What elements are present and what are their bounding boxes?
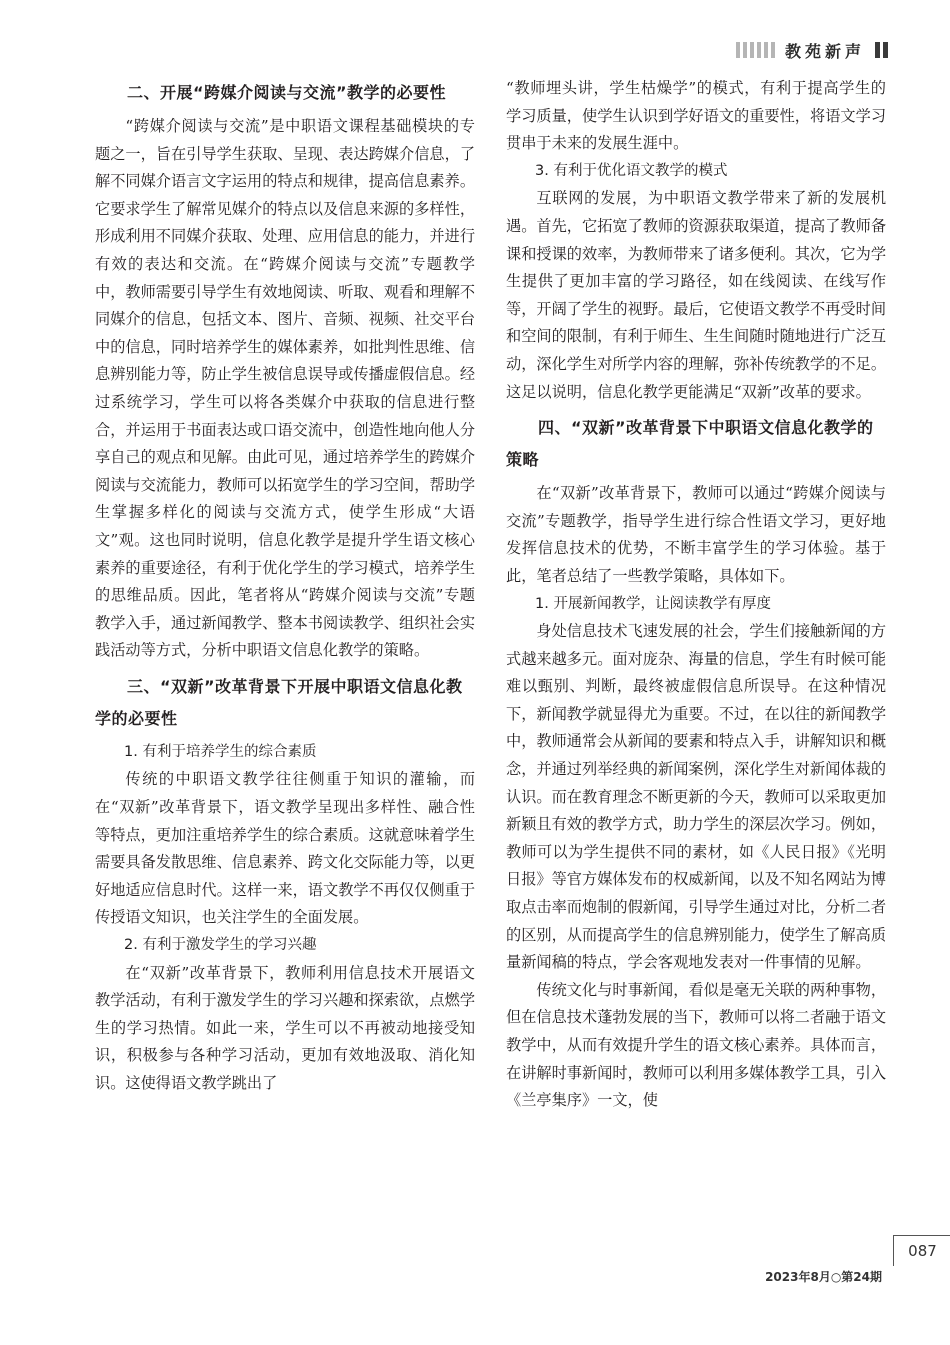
subheading: 1. 有利于培养学生的综合素质 — [124, 743, 317, 760]
header-left-bars — [736, 42, 775, 58]
subheading: 2. 有利于激发学生的学习兴趣 — [124, 937, 317, 954]
paragraph: 在“双新”改革背景下，教师可以通过“跨媒介阅读与交流”专题教学，指导学生进行综合性语文学习，更好地发挥信息技术的优势，不断丰富学生的学习体验。基于此，笔者总结了一些教学策略，具体如下。 — [506, 484, 886, 585]
section-title: 教苑新声 — [784, 41, 865, 61]
paragraph: 传统文化与时事新闻，看似是毫无关联的两种事物，但在信息技术蓬勃发展的当下，教师可以将二者融于语文教学中，从而有效提升学生的语文核心素养。具体而言，在讲解时事新闻时，教师可以利用多媒体教学工具，引入《兰亭集序》一文，使 — [506, 980, 886, 1110]
subheading: 3. 有利于优化语文教学的模式 — [535, 162, 728, 179]
paragraph: “教师埋头讲，学生枯燥学”的模式，有利于提高学生的学习质量，使学生认识到学好语文的重要性，将语文学习贯串于未来的发展生涯中。 — [506, 79, 886, 153]
paragraph: “跨媒介阅读与交流”是中职语文课程基础模块的专题之一，旨在引导学生获取、呈现、表达跨媒介信息，了解不同媒介语言文字运用的特点和规律，提高信息素养。它要求学生了解常见媒介的特点以及信息来源的多样性，形成利用不同媒介获取、处理、应用信息的能力，并进行有效的表达和交流。在“跨媒介阅读与交流”专题教学中，教师需要引导学生有效地阅读、听取、观看和理解不同媒介的信息，包括文本、图片、音频、视频、社交平台中的信息，同时培养学生的媒体素养，如批判性思维、信息辨别能力等，防止学生被信息误导或传播虚假信息。经过系统学习，学生可以将各类媒介中获取的信息进行整合，并运用于书面表达或口语交流中，创造性地向他人分享自己的观点和见解。由此可见，通过培养学生的跨媒介阅读与交流能力，教师可以拓宽学生的学习空间，帮助学生掌握多样化的阅读与交流方式，使学生形成“大语文”观。这也同时说明，信息化教学是提升学生语文核心素养的重要途径，有利于优化学生的学习模式，培养学生的思维品质。因此，笔者将从“跨媒介阅读与交流”专题教学入手，通过新闻教学、整本书阅读教学、组织社会实践活动等方式，分析中职语文信息化教学的策略。 — [95, 117, 475, 660]
paragraph: 传统的中职语文教学往往侧重于知识的灌输，而在“双新”改革背景下，语文教学呈现出多样性、融合性等特点，更加注重培养学生的综合素质。这就意味着学生需要具备发散思维、信息素养、跨文化交际能力等，以更好地适应信息时代。这样一来，语文教学不再仅仅侧重于传授语文知识，也关注学生的全面发展。 — [95, 770, 475, 927]
heading-section-2: 二、开展“跨媒介阅读与交流”教学的必要性 — [127, 83, 447, 102]
paragraph: 身处信息技术飞速发展的社会，学生们接触新闻的方式越来越多元。面对庞杂、海量的信息，学生有时候可能难以甄别、判断，最终被虚假信息所误导。在这种情况下，新闻教学就显得尤为重要。不过，在以往的新闻教学中，教师通常会从新闻的要素和特点入手，讲解知识和概念，并通过列举经典的新闻案例，深化学生对新闻体裁的认识。而在教育理念不断更新的今天，教师可以采取更加新颖且有效的教学方式，助力学生的深层次学习。例如，教师可以为学生提供不同的素材，如《人民日报》《光明日报》等官方媒体发布的权威新闻，以及不知名网站为博取点击率而炮制的假新闻，引导学生通过对比，分析二者的区别，从而提高学生的信息辨别能力，使学生了解高质量新闻稿的特点，学会客观地发表对一件事情的见解。 — [506, 622, 886, 972]
left-column — [95, 75, 475, 1098]
paragraph: 互联网的发展，为中职语文教学带来了新的发展机遇。首先，它拓宽了教师的资源获取渠道，提高了教师备课和授课的效率，为教师带来了诸多便利。其次，它为学生提供了更加丰富的学习路径，如在线阅读、在线写作等，开阔了学生的视野。最后，它使语文教学不再受时间和空间的限制，有利于师生、生生间随时随地进行广泛互动，深化学生对所学内容的理解，弥补传统教学的不足。这足以说明，信息化教学更能满足“双新”改革的要求。 — [506, 189, 886, 401]
heading-section-3: 三、“双新”改革背景下开展中职语文信息化教学的必要性 — [95, 676, 463, 728]
paragraph: 在“双新”改革背景下，教师利用信息技术开展语文教学活动，有利于激发学生的学习兴趣和探索欲，点燃学生的学习热情。如此一来，学生可以不再被动地接受知识，积极参与各种学习活动，更加有效地汲取、消化知识。这使得语文教学跳出了 — [95, 963, 475, 1092]
running-header — [736, 36, 888, 64]
issue-info: 2023年8月○第24期 — [765, 1270, 882, 1284]
page-number: 087 — [893, 1235, 950, 1266]
subheading: 1. 开展新闻教学，让阅读教学有厚度 — [535, 595, 771, 612]
heading-section-4: 四、“双新”改革背景下中职语文信息化教学的策略 — [506, 418, 874, 470]
right-column — [506, 75, 886, 1115]
header-right-bars — [875, 42, 888, 58]
